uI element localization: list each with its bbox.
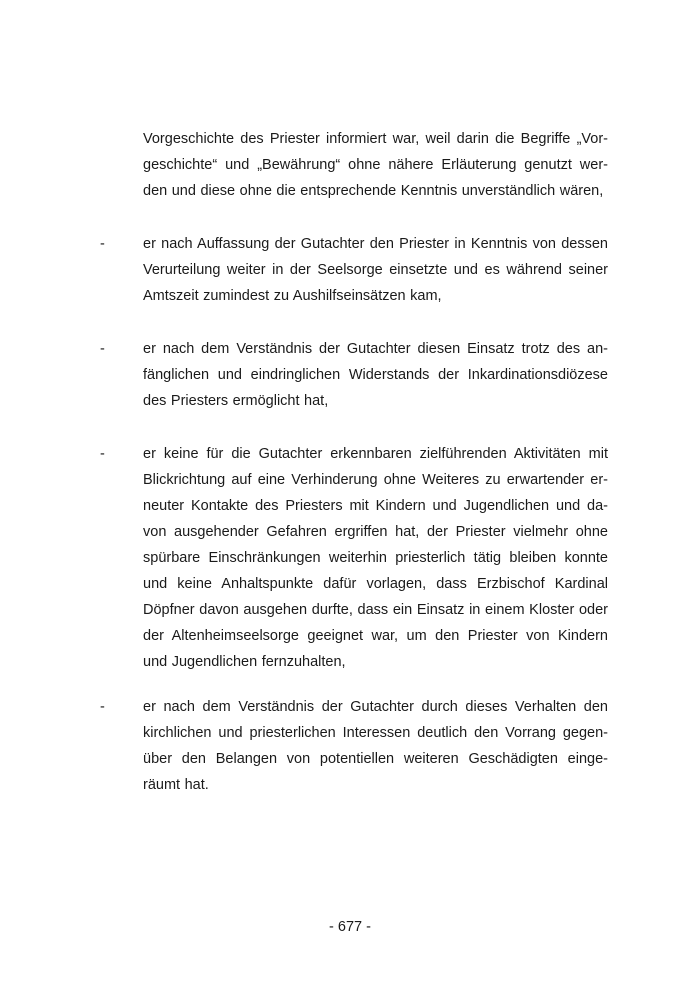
list-item-paragraph [143,336,608,414]
text-line: über den Belangen von potentiellen weiteren Geschädigten einge- [143,751,608,767]
text-line: er nach dem Verständnis der Gutachter durch dieses Verhalten den [143,699,608,715]
text-line: kirchlichen und priesterlichen Interessen deutlich den Vorrang gegen- [143,725,608,741]
text-line: Verurteilung weiter in der Seelsorge einsetzte und es während seiner [143,262,608,278]
list-dash: - [100,446,105,462]
list-item-paragraph [143,441,608,675]
text-line: räumt hat. [143,777,209,793]
text-line: geschichte“ und „Bewährung“ ohne nähere Erläuterung genutzt wer- [143,157,608,173]
text-line: und Jugendlichen fernzuhalten, [143,654,346,670]
list-item-paragraph [143,231,608,309]
list-dash: - [100,341,105,357]
page-number: - 677 - [329,919,371,935]
text-line: er nach dem Verständnis der Gutachter diesen Einsatz trotz des an- [143,341,608,357]
text-line: des Priesters ermöglicht hat, [143,393,329,409]
list-dash: - [100,236,105,252]
text-line: Blickrichtung auf eine Verhinderung ohne Weiteres zu erwartender er- [143,472,608,488]
text-line: neuter Kontakte des Priesters mit Kindern und Jugendlichen und da- [143,498,608,514]
list-dash: - [100,699,105,715]
text-line: spürbare Einschränkungen weiterhin priesterlich tätig bleiben konnte [143,550,608,566]
text-line: fänglichen und eindringlichen Widerstands der Inkardinationsdiözese [143,367,608,383]
list-item-paragraph [143,694,608,798]
text-line: Döpfner davon ausgehen durfte, dass ein Einsatz in einem Kloster oder [143,602,608,618]
text-line: er nach Auffassung der Gutachter den Priester in Kenntnis von dessen [143,236,608,252]
text-line: von ausgehender Gefahren ergriffen hat, der Priester vielmehr ohne [143,524,608,540]
text-line: Vorgeschichte des Priester informiert war, weil darin die Begriffe „Vor- [143,131,608,147]
text-line: und keine Anhaltspunkte dafür vorlagen, dass Erzbischof Kardinal [143,576,608,592]
text-line: der Altenheimseelsorge geeignet war, um den Priester von Kindern [143,628,608,644]
text-line: den und diese ohne die entsprechende Kenntnis unverständlich wären, [143,183,604,199]
text-line: er keine für die Gutachter erkennbaren zielführenden Aktivitäten mit [143,446,608,462]
text-line: Amtszeit zumindest zu Aushilfseinsätzen kam, [143,288,442,304]
paragraph-continuation [143,126,608,204]
